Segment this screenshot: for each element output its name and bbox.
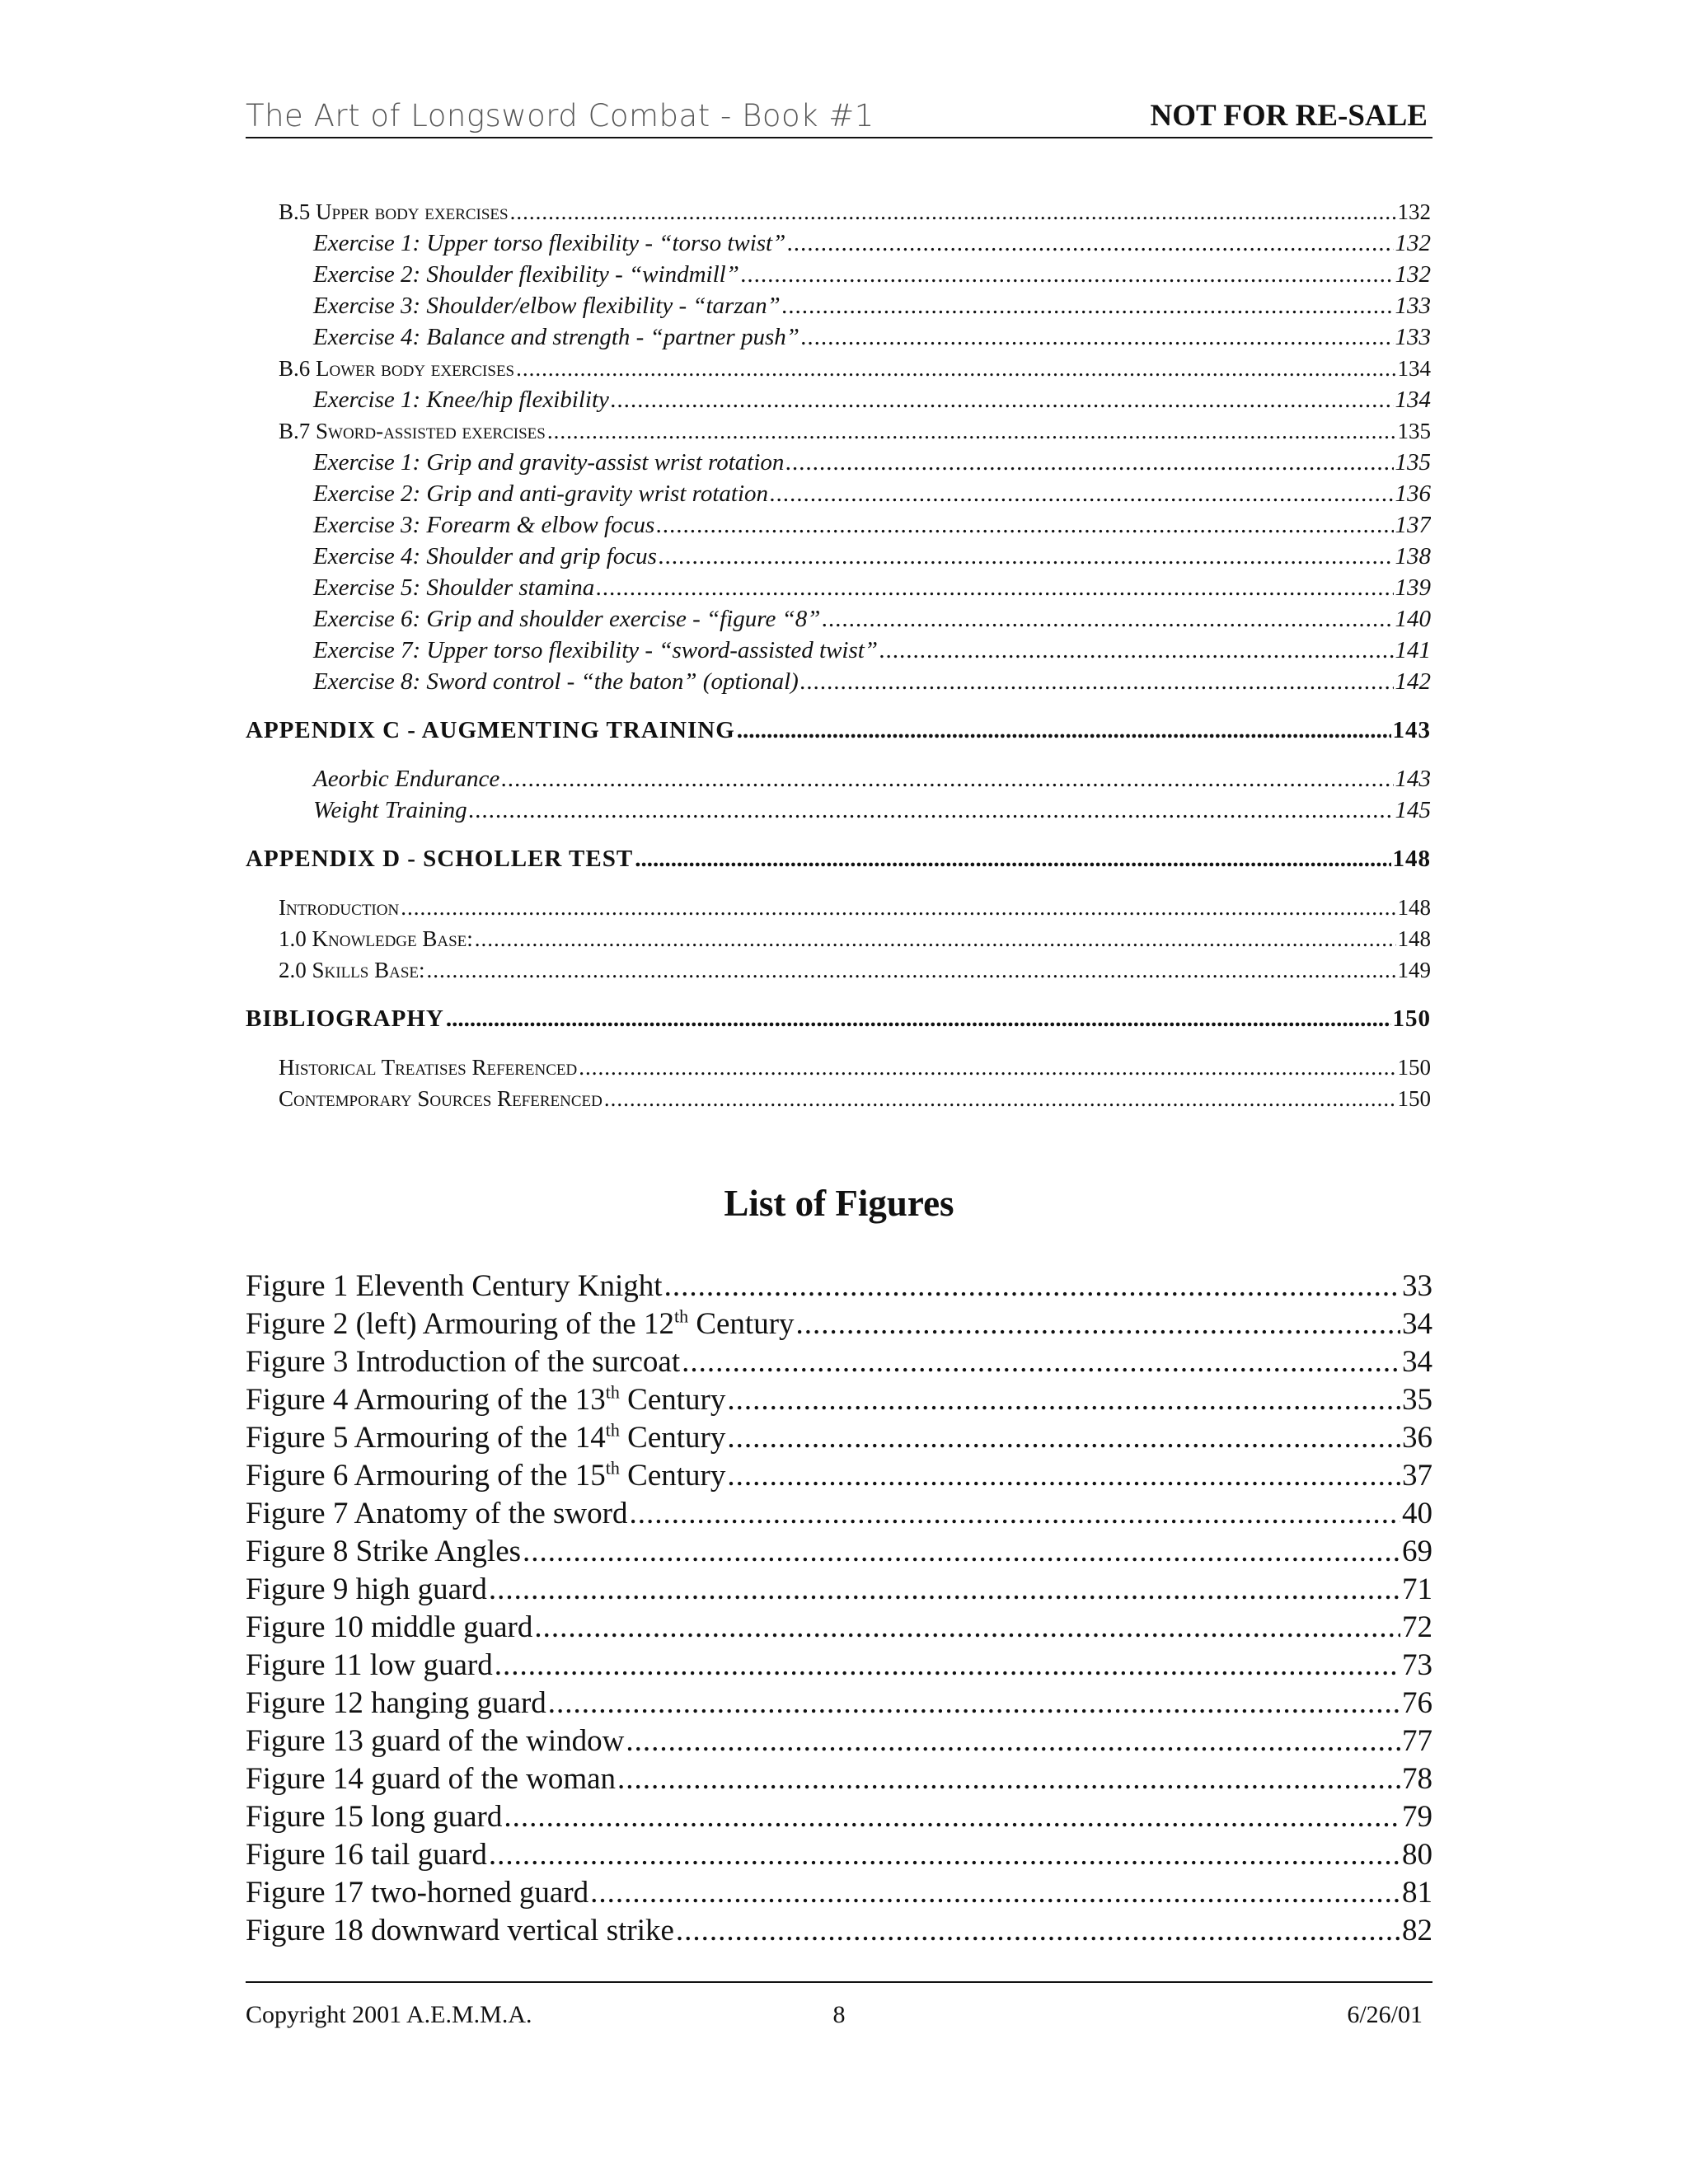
figure-entry-page: 76 xyxy=(1402,1686,1432,1720)
dot-leader xyxy=(516,353,1395,384)
dot-leader xyxy=(782,290,1394,321)
toc-entry-label: Exercise 8: Sword control - “the baton” (optional) xyxy=(313,668,799,695)
figure-entry-page: 80 xyxy=(1402,1838,1432,1872)
figure-entry-label: Figure 2 (left) Armouring of the 12th Century xyxy=(246,1305,795,1341)
dot-leader xyxy=(523,1533,1400,1571)
figure-entry-label: Figure 10 middle guard xyxy=(246,1610,533,1644)
figure-entry[interactable] xyxy=(246,1495,1432,1533)
toc-entry-page: 134 xyxy=(1397,356,1431,381)
dot-leader xyxy=(469,794,1394,826)
figure-entry-label: Figure 13 guard of the window xyxy=(246,1724,625,1758)
figure-entry-page: 34 xyxy=(1402,1345,1432,1379)
toc-entry-page: 139 xyxy=(1395,574,1431,601)
toc-entry-page: 134 xyxy=(1395,387,1431,413)
toc-entry-page: 136 xyxy=(1395,480,1431,507)
dot-leader xyxy=(475,923,1396,954)
figure-entry-page: 77 xyxy=(1402,1724,1432,1758)
toc-entry[interactable] xyxy=(246,1083,1431,1114)
toc-entry-page: 142 xyxy=(1395,668,1431,695)
dot-leader xyxy=(727,1457,1400,1495)
dot-leader xyxy=(596,572,1393,603)
figure-entry-label: Figure 16 tail guard xyxy=(246,1838,487,1872)
figure-entry-page: 82 xyxy=(1402,1914,1432,1947)
dot-leader xyxy=(656,509,1393,541)
toc-entry-label: Exercise 3: Shoulder/elbow flexibility - “tarzan” xyxy=(313,293,781,319)
toc-entry-b7[interactable] xyxy=(246,415,1431,447)
toc-entry[interactable] xyxy=(246,603,1431,635)
figure-entry[interactable] xyxy=(246,1305,1432,1343)
toc-entry-page: 138 xyxy=(1395,543,1431,569)
dot-leader xyxy=(501,763,1393,794)
figure-entry[interactable] xyxy=(246,1343,1432,1381)
toc-entry-label: Exercise 1: Grip and gravity-assist wrist rotation xyxy=(313,449,785,476)
toc-entry-page: 140 xyxy=(1395,606,1431,632)
toc-entry[interactable] xyxy=(246,923,1431,954)
toc-entry-label: Exercise 3: Forearm & elbow focus xyxy=(313,512,655,538)
figure-entry[interactable] xyxy=(246,1381,1432,1419)
dot-leader xyxy=(682,1343,1400,1381)
dot-leader xyxy=(427,954,1396,986)
dot-leader xyxy=(787,227,1393,259)
toc-entry-label: Weight Training xyxy=(313,797,467,823)
toc-entry-label: Exercise 1: Upper torso flexibility - “torso twist” xyxy=(313,230,786,256)
toc-entry-b5[interactable] xyxy=(246,196,1431,227)
toc-entry[interactable] xyxy=(246,321,1431,353)
figure-entry-label: Figure 15 long guard xyxy=(246,1800,503,1834)
figure-entry[interactable] xyxy=(246,1419,1432,1457)
toc-entry-bibliography[interactable] xyxy=(246,1002,1431,1035)
toc-entry-label: Exercise 4: Balance and strength - “partner push” xyxy=(313,324,799,350)
toc-entry[interactable] xyxy=(246,572,1431,603)
toc-entry-label: Exercise 5: Shoulder stamina xyxy=(313,574,595,601)
figure-entry-label: Figure 17 two-horned guard xyxy=(246,1876,589,1910)
dot-leader xyxy=(604,1083,1396,1114)
figure-entry-label: Figure 9 high guard xyxy=(246,1572,487,1606)
dot-leader xyxy=(635,842,1390,875)
toc-entry[interactable] xyxy=(246,635,1431,666)
figure-entry[interactable] xyxy=(246,1912,1432,1950)
figure-entry[interactable] xyxy=(246,1571,1432,1609)
dot-leader xyxy=(510,196,1396,227)
toc-entry[interactable] xyxy=(246,478,1431,509)
dot-leader xyxy=(401,892,1395,923)
toc-entry[interactable] xyxy=(246,227,1431,259)
toc-entry-label: 1.0 Knowledge Base: xyxy=(279,926,473,951)
toc-entry-page: 145 xyxy=(1395,797,1431,823)
toc-entry-page: 148 xyxy=(1397,895,1431,920)
toc-entry[interactable] xyxy=(246,509,1431,541)
figure-entry[interactable] xyxy=(246,1647,1432,1685)
list-of-figures xyxy=(246,1268,1432,1950)
figure-entry-label: Figure 7 Anatomy of the sword xyxy=(246,1497,628,1530)
page-number: 8 xyxy=(832,2001,846,2028)
toc-entry-page: 150 xyxy=(1397,1086,1431,1111)
dot-leader xyxy=(801,321,1394,353)
dot-leader xyxy=(446,1002,1391,1035)
toc-entry-page: 149 xyxy=(1397,958,1431,982)
toc-entry[interactable] xyxy=(246,447,1431,478)
figure-entry-page: 78 xyxy=(1402,1762,1432,1796)
figure-entry-label: Figure 14 guard of the woman xyxy=(246,1762,617,1796)
dot-leader xyxy=(534,1609,1400,1647)
dot-leader xyxy=(676,1912,1400,1950)
dot-leader xyxy=(626,1722,1400,1760)
list-of-figures-title: List of Figures xyxy=(724,1183,954,1224)
dot-leader xyxy=(822,603,1393,635)
toc-entry-label: Introduction xyxy=(279,895,400,920)
dot-leader xyxy=(489,1571,1400,1609)
toc-entry-b6[interactable] xyxy=(246,353,1431,384)
dot-leader xyxy=(737,714,1391,747)
figure-entry[interactable] xyxy=(246,1268,1432,1305)
figure-entry-page: 73 xyxy=(1402,1648,1432,1682)
dot-leader xyxy=(489,1836,1400,1874)
figure-entry[interactable] xyxy=(246,1874,1432,1912)
footer-date: 6/26/01 xyxy=(1347,2001,1423,2028)
toc-entry-page: 148 xyxy=(1392,846,1431,872)
figure-entry-label: Figure 18 downward vertical strike xyxy=(246,1914,674,1947)
dot-leader xyxy=(495,1647,1400,1685)
toc-entry[interactable] xyxy=(246,892,1431,923)
dot-leader xyxy=(629,1495,1400,1533)
toc-entry[interactable] xyxy=(246,541,1431,572)
toc-entry-appendix-d[interactable] xyxy=(246,842,1431,875)
toc-entry-page: 133 xyxy=(1395,293,1431,319)
figure-entry[interactable] xyxy=(246,1609,1432,1647)
toc-entry-page: 132 xyxy=(1397,199,1431,224)
toc-entry-page: 143 xyxy=(1392,717,1431,743)
toc-entry-page: 137 xyxy=(1395,512,1431,538)
toc-entry-page: 150 xyxy=(1392,1005,1431,1032)
toc-entry-label: Contemporary Sources Referenced xyxy=(279,1086,603,1111)
figure-entry-page: 79 xyxy=(1402,1800,1432,1834)
figure-entry[interactable] xyxy=(246,1685,1432,1722)
toc-entry[interactable] xyxy=(246,954,1431,986)
dot-leader xyxy=(785,447,1393,478)
toc-entry-label: B.7 Sword-assisted exercises xyxy=(279,419,546,443)
toc-entry-label: Exercise 2: Grip and anti-gravity wrist rotation xyxy=(313,480,769,507)
dot-leader xyxy=(770,478,1393,509)
figure-entry-page: 81 xyxy=(1402,1876,1432,1910)
figure-entry-page: 36 xyxy=(1402,1421,1432,1455)
toc-entry-label: Exercise 2: Shoulder flexibility - “windmill” xyxy=(313,261,739,288)
toc-entry[interactable] xyxy=(246,666,1431,697)
figure-entry-label: Figure 1 Eleventh Century Knight xyxy=(246,1269,663,1303)
toc-entry-label: Aeorbic Endurance xyxy=(313,766,500,792)
figure-entry-label: Figure 12 hanging guard xyxy=(246,1686,546,1720)
figure-entry-label: Figure 5 Armouring of the 14th Century xyxy=(246,1419,726,1455)
dot-leader xyxy=(727,1381,1400,1419)
figure-entry-page: 37 xyxy=(1402,1459,1432,1493)
toc-entry-label: APPENDIX D - SCHOLLER TEST xyxy=(246,846,634,872)
page-footer xyxy=(246,1981,1432,2041)
dot-leader xyxy=(548,1685,1400,1722)
toc-entry-label: Exercise 7: Upper torso flexibility - “sword-assisted twist” xyxy=(313,637,878,663)
toc-entry-page: 135 xyxy=(1395,449,1431,476)
dot-leader xyxy=(547,415,1396,447)
toc-entry-label: B.6 Lower body exercises xyxy=(279,356,515,381)
figure-entry-page: 69 xyxy=(1402,1535,1432,1568)
figure-entry-page: 35 xyxy=(1402,1383,1432,1417)
toc-entry-page: 132 xyxy=(1395,261,1431,288)
toc-entry-page: 135 xyxy=(1397,419,1431,443)
figure-entry[interactable] xyxy=(246,1836,1432,1874)
toc-entry[interactable] xyxy=(246,259,1431,290)
toc-entry-label: Exercise 1: Knee/hip flexibility xyxy=(313,387,609,413)
figure-entry-page: 34 xyxy=(1402,1307,1432,1341)
toc-entry[interactable] xyxy=(246,794,1431,826)
figure-entry[interactable] xyxy=(246,1760,1432,1798)
dot-leader xyxy=(659,541,1394,572)
toc-entry-label: B.5 Upper body exercises xyxy=(279,199,509,224)
toc-entry-page: 132 xyxy=(1395,230,1431,256)
toc-entry-label: Exercise 4: Shoulder and grip focus xyxy=(313,543,657,569)
dot-leader xyxy=(800,666,1394,697)
dot-leader xyxy=(879,635,1394,666)
figure-entry-page: 40 xyxy=(1402,1497,1432,1530)
dot-leader xyxy=(504,1798,1400,1836)
copyright-text: Copyright 2001 A.E.M.M.A. xyxy=(246,2001,532,2028)
dot-leader xyxy=(590,1874,1400,1912)
figure-entry-label: Figure 6 Armouring of the 15th Century xyxy=(246,1457,726,1493)
toc-entry-page: 141 xyxy=(1395,637,1431,663)
figure-entry[interactable] xyxy=(246,1533,1432,1571)
toc-entry[interactable] xyxy=(246,763,1431,794)
page-header xyxy=(246,91,1432,138)
toc-entry-page: 133 xyxy=(1395,324,1431,350)
toc-entry-label: Exercise 6: Grip and shoulder exercise - “figure “8” xyxy=(313,606,821,632)
resale-notice: NOT FOR RE-SALE xyxy=(1150,99,1428,133)
figure-entry-label: Figure 11 low guard xyxy=(246,1648,493,1682)
dot-leader xyxy=(741,259,1394,290)
figure-entry-page: 72 xyxy=(1402,1610,1432,1644)
toc-entry[interactable] xyxy=(246,384,1431,415)
toc-entry[interactable] xyxy=(246,1052,1431,1083)
figure-entry-label: Figure 3 Introduction of the surcoat xyxy=(246,1345,681,1379)
toc-entry-appendix-c[interactable] xyxy=(246,714,1431,747)
dot-leader xyxy=(727,1419,1400,1457)
toc-entry-label: Historical Treatises Referenced xyxy=(279,1055,578,1080)
toc-entry-page: 143 xyxy=(1395,766,1431,792)
figure-entry[interactable] xyxy=(246,1798,1432,1836)
figure-entry-label: Figure 8 Strike Angles xyxy=(246,1535,522,1568)
figure-entry-label: Figure 4 Armouring of the 13th Century xyxy=(246,1381,726,1417)
table-of-contents xyxy=(246,196,1431,1114)
dot-leader xyxy=(579,1052,1395,1083)
toc-entry-label: APPENDIX C - AUGMENTING TRAINING xyxy=(246,717,735,743)
toc-entry-page: 150 xyxy=(1397,1055,1431,1080)
toc-entry-page: 148 xyxy=(1397,926,1431,951)
figure-entry-page: 71 xyxy=(1402,1572,1432,1606)
figure-entry[interactable] xyxy=(246,1457,1432,1495)
dot-leader xyxy=(617,1760,1400,1798)
dot-leader xyxy=(611,384,1394,415)
book-title: The Art of Longsword Combat - Book #1 xyxy=(246,98,874,134)
dot-leader xyxy=(796,1305,1400,1343)
dot-leader xyxy=(664,1268,1400,1305)
toc-entry[interactable] xyxy=(246,290,1431,321)
toc-entry-label: 2.0 Skills Base: xyxy=(279,958,425,982)
figure-entry-page: 33 xyxy=(1402,1269,1432,1303)
figure-entry[interactable] xyxy=(246,1722,1432,1760)
toc-entry-label: BIBLIOGRAPHY xyxy=(246,1005,444,1032)
